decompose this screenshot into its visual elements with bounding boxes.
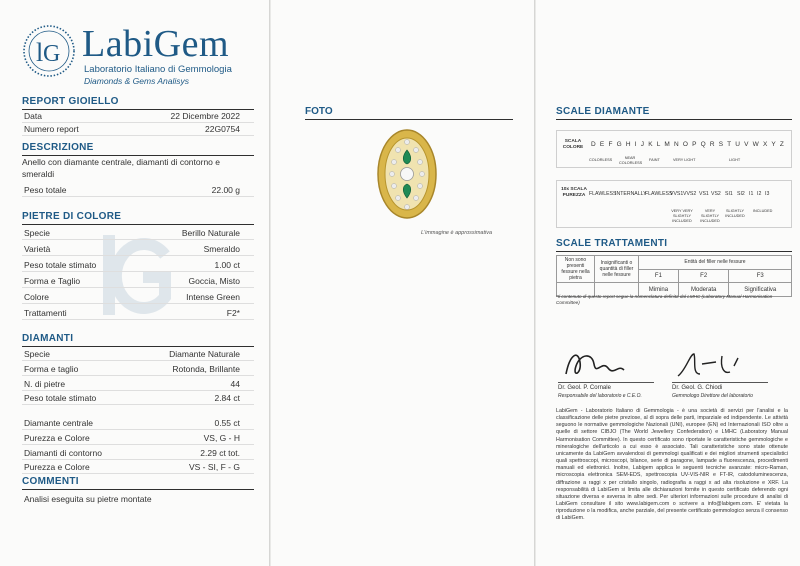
descrizione-row: Peso totale 22.00 g [22, 184, 254, 197]
clarity-scale [556, 180, 792, 228]
commenti-text: Analisi eseguita su pietre montate [24, 494, 152, 504]
brand-subtitle: Laboratorio Italiano di Gemmologia [84, 64, 232, 75]
treatment-none-cell: Non sono presenti fessure nella pietra [557, 256, 595, 283]
diamanti-row: Diamante centrale 0.55 ct [22, 417, 254, 430]
color-scale-label: SCALA COLORE [562, 139, 584, 150]
diamanti-row: Specie Diamante Naturale [22, 348, 254, 361]
pietre-row: Trattamenti F2* [22, 307, 254, 320]
diamanti-row: Forma e taglio Rotonda, Brillante [22, 363, 254, 376]
logo-emblem-icon [22, 24, 76, 78]
diamanti-row: Peso totale stimato 2.84 ct [22, 392, 254, 405]
section-scale-trattamenti-title: SCALE TRATTAMENTI [556, 238, 792, 252]
right-panel [536, 0, 800, 566]
clarity-scale-label: 10x SCALA PUREZZA [561, 187, 587, 198]
clarity-group: INCLUDED [753, 209, 773, 213]
clarity-group: VERY VERY SLIGHTLY INCLUDED [671, 209, 693, 223]
clarity-group: VERY SLIGHTLY INCLUDED [700, 209, 720, 223]
descrizione-text: Anello con diamante centrale, diamanti di contorno e smeraldi [22, 157, 220, 179]
pietre-row: Forma e Taglio Goccia, Misto [22, 275, 254, 288]
clarity-grade: VVS2 [683, 191, 697, 197]
pietre-row: Varietà Smeraldo [22, 243, 254, 256]
signature-chiodi [672, 344, 782, 386]
clarity-grade: FLAWLESS [645, 191, 673, 197]
color-group: COLORLESS [589, 158, 613, 162]
color-scale [556, 130, 792, 168]
diamanti-row: Purezza e Colore VS, G - H [22, 432, 254, 445]
diamanti-row: Purezza e Colore VS - SI, F - G [22, 461, 254, 474]
brand-name: LabiGem [82, 23, 230, 65]
section-descrizione-title: DESCRIZIONE [22, 142, 254, 156]
color-scale-letters: D E F G H I J K L M N O P Q R S T U V W X Y Z [591, 141, 786, 148]
clarity-grade: FLAWLESS [589, 191, 617, 197]
color-group: VERY LIGHT [673, 158, 696, 162]
section-foto-title: FOTO [305, 106, 513, 120]
report-row: Numero report 22G0754 [22, 123, 254, 136]
diamanti-row: N. di pietre 44 [22, 378, 254, 391]
diamanti-row: Diamanti di contorno 2.29 ct tot. [22, 447, 254, 460]
color-group: LIGHT [729, 158, 741, 162]
treatment-level-label: Moderata [678, 283, 729, 297]
ring-photo [376, 128, 438, 220]
treatment-entity-header: Entità del filler nelle fessure [639, 256, 792, 270]
signature-name-2: Dr. Geol. G. Chiodi Gemmologo Direttore del laboratorio [672, 382, 768, 400]
photo-caption: L'immagine è approssimativa [421, 230, 493, 236]
clarity-grade: INTERNALLY [615, 191, 647, 197]
clarity-grade: VVS1 [670, 191, 684, 197]
clarity-group: SLIGHTLY INCLUDED [725, 209, 745, 218]
clarity-grade: I3 [765, 191, 770, 197]
treatment-level-code: F1 [639, 269, 679, 283]
clarity-grade: I1 [749, 191, 754, 197]
treatment-level-label: Significativa [729, 283, 792, 297]
clarity-grade: I2 [757, 191, 762, 197]
clarity-grade: SI1 [725, 191, 733, 197]
treatment-level-label: Mimina [639, 283, 679, 297]
clarity-grade: VS1 [699, 191, 709, 197]
svg-text:l: l [36, 38, 44, 67]
pietre-row: Specie Berillo Naturale [22, 227, 254, 240]
labigem-logo [22, 22, 262, 86]
signature-name-1: Dr. Geol. P. Cornale Responsabile del laboratorio e C.E.O. [558, 382, 654, 400]
middle-panel [271, 0, 535, 566]
report-row: Data 22 Dicembre 2022 [22, 110, 254, 123]
section-pietre-title: PIETRE DI COLORE [22, 211, 254, 225]
section-report-title: REPORT GIOIELLO [22, 96, 254, 110]
treatment-note: *Il contenuto di questo report segue la nomenclatura definita dal LMHC (Laboratory Manual Harmonisation Committee) [556, 294, 773, 305]
legal-disclaimer: LabiGem - Laboratorio Italiano di Gemmologia - è una società di servizi per l'analisi e la classificazione delle pietre preziose, al di sopra delle parti, imparziale ed indipendente. Le attività seguono le normative gemmologiche Nazionali (UNI), europee (EN) ed Internazionali ISO oltre a quelle di settore CIBJO (The World Jewellery Confederation) e LMHC (Laboratory Manual Harmonisation Committee). In questo certificato sono riportate le caratteristiche gemmologiche e mineralogiche dell'articolo a cui esso è associato. Tali caratteristiche sono state ottenute unicamente da LabiGem avvalendosi di gemmologi qualificati e dei migliori strumenti specialistici quali spettroscopi, microscopi, bilance, serie di paragone, lampade a fluorescenza, procedimenti manuali ed elettronici. Inoltre, Labigem applica le seguenti tecniche avanzate: micro-Raman, microscopia elettronica SEM-EDS, spettroscopia UV-VIS-NIR e FT-IR, catodoluminescenza, diffrazione a raggi x per cristallo singolo, radiografia a raggi x ad alta risoluzione e XRF. La responsabilità di LabiGem si limita alle dichiarazioni fornite in questo certificato deferendo ogni situazione diversa e avversa in altre sedi. Per ulteriori informazioni sulle procedure di analisi di LabiGem consultare il sito www.labigem.com o scrivere a info@labigem.com. E' vietata la riproduzione o la modifica, anche parziale, del presente certificato gemmologico senza il consenso di LabiGem. [556, 408, 788, 522]
clarity-grade: VS2 [711, 191, 721, 197]
left-panel [0, 0, 270, 566]
brand-tagline: Diamonds & Gems Analisys [84, 76, 190, 86]
treatment-insignificant-cell: Insignificanti o quantità di filler nelle fessure [595, 256, 639, 283]
section-diamanti-title: DIAMANTI [22, 333, 254, 347]
clarity-grade: SI2 [737, 191, 745, 197]
svg-text:G: G [43, 41, 61, 67]
pietre-row: Colore Intense Green [22, 291, 254, 304]
section-scale-diamante-title: SCALE DIAMANTE [556, 106, 792, 120]
treatment-level-code: F3 [729, 269, 792, 283]
color-group: NEAR COLORLESS [619, 156, 643, 165]
pietre-row: Peso totale stimato 1.00 ct [22, 259, 254, 272]
section-commenti-title: COMMENTI [22, 476, 254, 490]
treatment-scale-table [556, 255, 792, 297]
signature-cornale [558, 344, 668, 386]
treatment-level-code: F2 [678, 269, 729, 283]
color-group: FAINT [649, 158, 660, 162]
